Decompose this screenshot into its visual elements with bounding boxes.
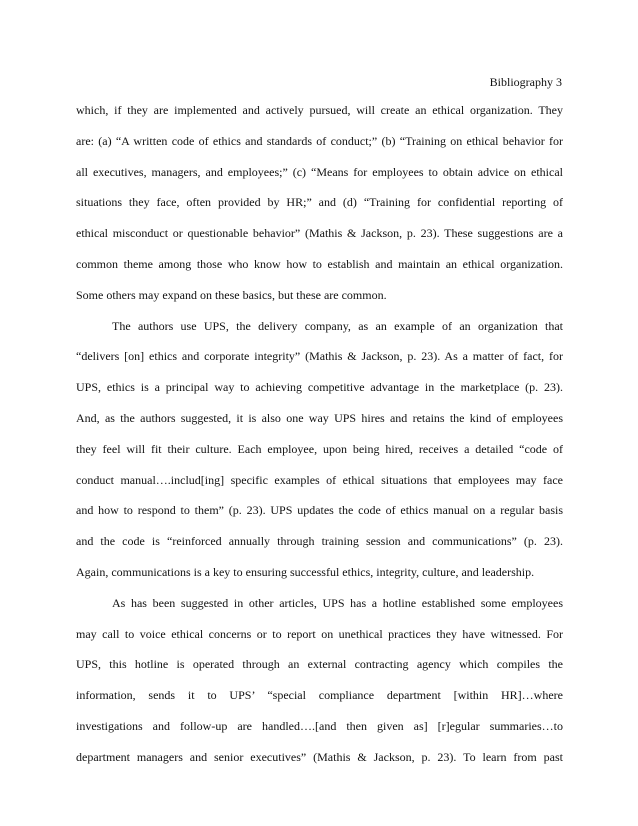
text-line: they feel will fit their culture. Each employee, upon being hired, receives a detailed “code of: [76, 441, 563, 456]
body-text: [76, 102, 563, 780]
text-line: Again, communications is a key to ensuring successful ethics, integrity, culture, and leadership.: [76, 564, 535, 579]
text-line: are: (a) “A written code of ethics and standards of conduct;” (b) “Training on ethical behavior for: [76, 133, 563, 148]
text-line: and how to respond to them” (p. 23). UPS updates the code of ethics manual on a regular basis: [76, 503, 563, 518]
text-line: which, if they are implemented and actively pursued, will create an ethical organization. They: [76, 103, 563, 117]
text-line: “delivers [on] ethics and corporate integrity” (Mathis & Jackson, p. 23). As a matter of fact, for: [76, 349, 563, 364]
text-line: department managers and senior executives” (Mathis & Jackson, p. 23). To learn from past: [76, 749, 563, 764]
text-line: The authors use UPS, the delivery company, as an example of an organization that: [112, 318, 563, 333]
text-line: may call to voice ethical concerns or to report on unethical practices they have witnessed. For: [76, 626, 563, 641]
text-line: As has been suggested in other articles, UPS has a hotline established some employees: [112, 595, 563, 610]
text-line: And, as the authors suggested, it is also one way UPS hires and retains the kind of employees: [76, 410, 563, 425]
text-line: common theme among those who know how to establish and maintain an ethical organization.: [76, 256, 563, 271]
text-line: conduct manual….includ[ing] specific examples of ethical situations that employees may face: [76, 472, 563, 487]
text-line: information, sends it to UPS’ “special compliance department [within HR]…where: [76, 688, 563, 703]
text-line: and the code is “reinforced annually through training session and communications” (p. 23).: [76, 534, 563, 549]
text-line: UPS, this hotline is operated through an external contracting agency which compiles the: [76, 657, 563, 672]
text-line: all executives, managers, and employees;” (c) “Means for employees to obtain advice on ethical: [76, 164, 563, 179]
text-line: investigations and follow-up are handled….[and then given as] [r]egular summaries…to: [76, 718, 563, 733]
text-line: situations they face, often provided by HR;” and (d) “Training for confidential reporting of: [76, 195, 563, 210]
text-line: Some others may expand on these basics, but these are common.: [76, 287, 387, 302]
text-line: UPS, ethics is a principal way to achieving competitive advantage in the marketplace (p. 23).: [76, 380, 563, 395]
running-head: Bibliography 3: [489, 75, 562, 89]
text-line: ethical misconduct or questionable behavior” (Mathis & Jackson, p. 23). These suggestions are a: [76, 226, 563, 241]
